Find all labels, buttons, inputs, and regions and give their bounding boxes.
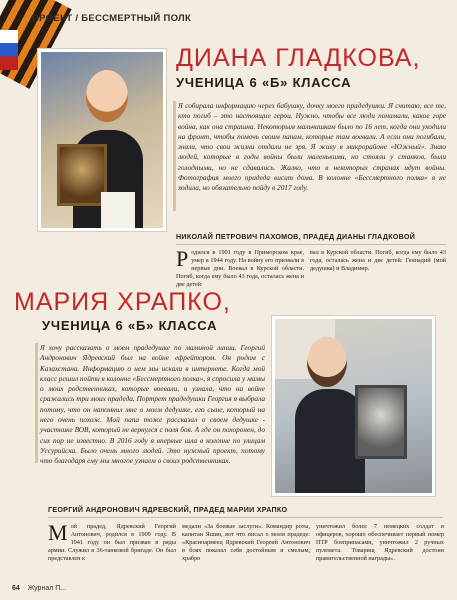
bio1-text-col1: одился в 1901 году в Приморском крае, умер в 1944 году. На войну его призвали в первые дни. Воевал в Курской области. Погиб, когда ему было 43 года, осталась жена и две детей:	[176, 249, 304, 289]
student1-quote: Я собирала информацию через бабушку, дочку моего прадедушки. Я считаю, все те, кто погиб – это настоящие герои. Нужно, чтобы все люди понимали, какое горе война, как она страшна. Некоторым мальчишкам было по 16 лет, когда они уходили на фронт, чтобы помочь своим папам, которые там воевали. А если они погибали, знали, что свои жизни отдали не зря. Я живу в микрорайоне «Южный». Знаю людей, которые в годы войны были маленькими, но стояли у станков, были голодными, но не сдавались. Жалко, что в некоторых странах идут войны. Фотография моего прадеда висит дома. В колонне «Бессмертного полка» я не ходила, но обязательно пойду в 2017 году.	[178, 101, 446, 193]
ancestor1-bio-col1	[176, 246, 304, 289]
student2-quote: Я хочу рассказать о моем прадедушке по маминой линии. Георгий Андронович Ядревский был на войне ефрейтором. Он родом с Казахстана. Информацию о нем мы искали в интернете. Когда мой класс решил пойти в колонне «Бессмертного полка», я спросила у мамы о моих родственниках, которые воевали, и узнала, что на войне сражались три моих прадеда. Портрет прадедушки Георгия я выбрала потому, что он напомнил мне о моем дедушке, его сыне, который на него очень похож. Мой папа тоже рассказал о своем дедушке - участнике ВОВ, который не вернулся с поля боя. А где он похоронен, до сих пор не известно. В 2016 году я впервые шла в колонне по улицам Уссурийска. Было очень много людей. Это нужный проект, потому что благодаря ему мы многое узнаем о своих родственниках.	[40, 343, 265, 466]
ancestor1-title: НИКОЛАЙ ПЕТРОВИЧ ПАХОМОВ, ПРАДЕД ДИАНЫ ГЛАДКОВОЙ	[176, 233, 416, 241]
bio2-dropcap: М	[48, 520, 68, 545]
page-footer	[12, 585, 66, 592]
ancestor-portrait-2	[355, 385, 407, 459]
quote2-bar	[35, 343, 38, 463]
page-number: 64	[12, 585, 20, 592]
ancestor1-rule	[176, 244, 446, 245]
student2-photo	[272, 316, 435, 496]
section-label: ПРОЕКТ / БЕССМЕРТНЫЙ ПОЛК	[32, 13, 192, 24]
student2-name: МАРИЯ ХРАПКО,	[14, 288, 231, 316]
student1-class: УЧЕНИЦА 6 «Б» КЛАССА	[176, 75, 352, 90]
student2-face	[307, 337, 347, 387]
student1-name: ДИАНА ГЛАДКОВА,	[176, 44, 421, 72]
student1-face	[86, 70, 128, 122]
ancestor2-bio-col2: медали «За боевые заслуги». Командир роты, капитан Яшин, вот что писал о моем прадеде: «Красноармеец Ядревский Георгий Антонович в боях показал себя достойным и смелым, храбро	[182, 523, 310, 563]
bio1-dropcap: Р	[176, 246, 189, 271]
magazine-name: Журнал П...	[27, 585, 67, 592]
bio2-text-col1: ой прадед, Ядревский Георгий Антонович, родился в 1909 году. В 1941 году он был призван в ряды армии. Служил в 36-танковой бригаде. Он был представлен к	[48, 523, 176, 563]
ancestor2-title: ГЕОРГИЙ АНДРОНОВИЧ ЯДРЕВСКИЙ, ПРАДЕД МАРИИ ХРАПКО	[48, 506, 288, 514]
ancestor2-rule	[48, 517, 443, 518]
ancestor2-bio-col1	[48, 520, 176, 563]
quote1-bar	[173, 101, 176, 211]
white-apron	[101, 192, 135, 231]
student2-class: УЧЕНИЦА 6 «Б» КЛАССА	[42, 318, 218, 333]
ancestor2-bio-col3: уничтожил более 7 немецких солдат и офицеров, хорошо обеспечивает первый номер ПТР боеприпасами, уничтожил 2 ручных пулемета. Товарищ Ядревский достоин правительственной награды».	[316, 523, 444, 563]
flag-decoration	[0, 30, 18, 70]
ancestor-portrait-1	[57, 144, 107, 206]
ancestor1-bio-col2: вал в Курской области. Погиб, когда ему было 43 года, осталась жена и две детей: Геннадий (мой дедушка) и Владимир.	[310, 249, 446, 273]
student1-photo	[38, 49, 166, 231]
